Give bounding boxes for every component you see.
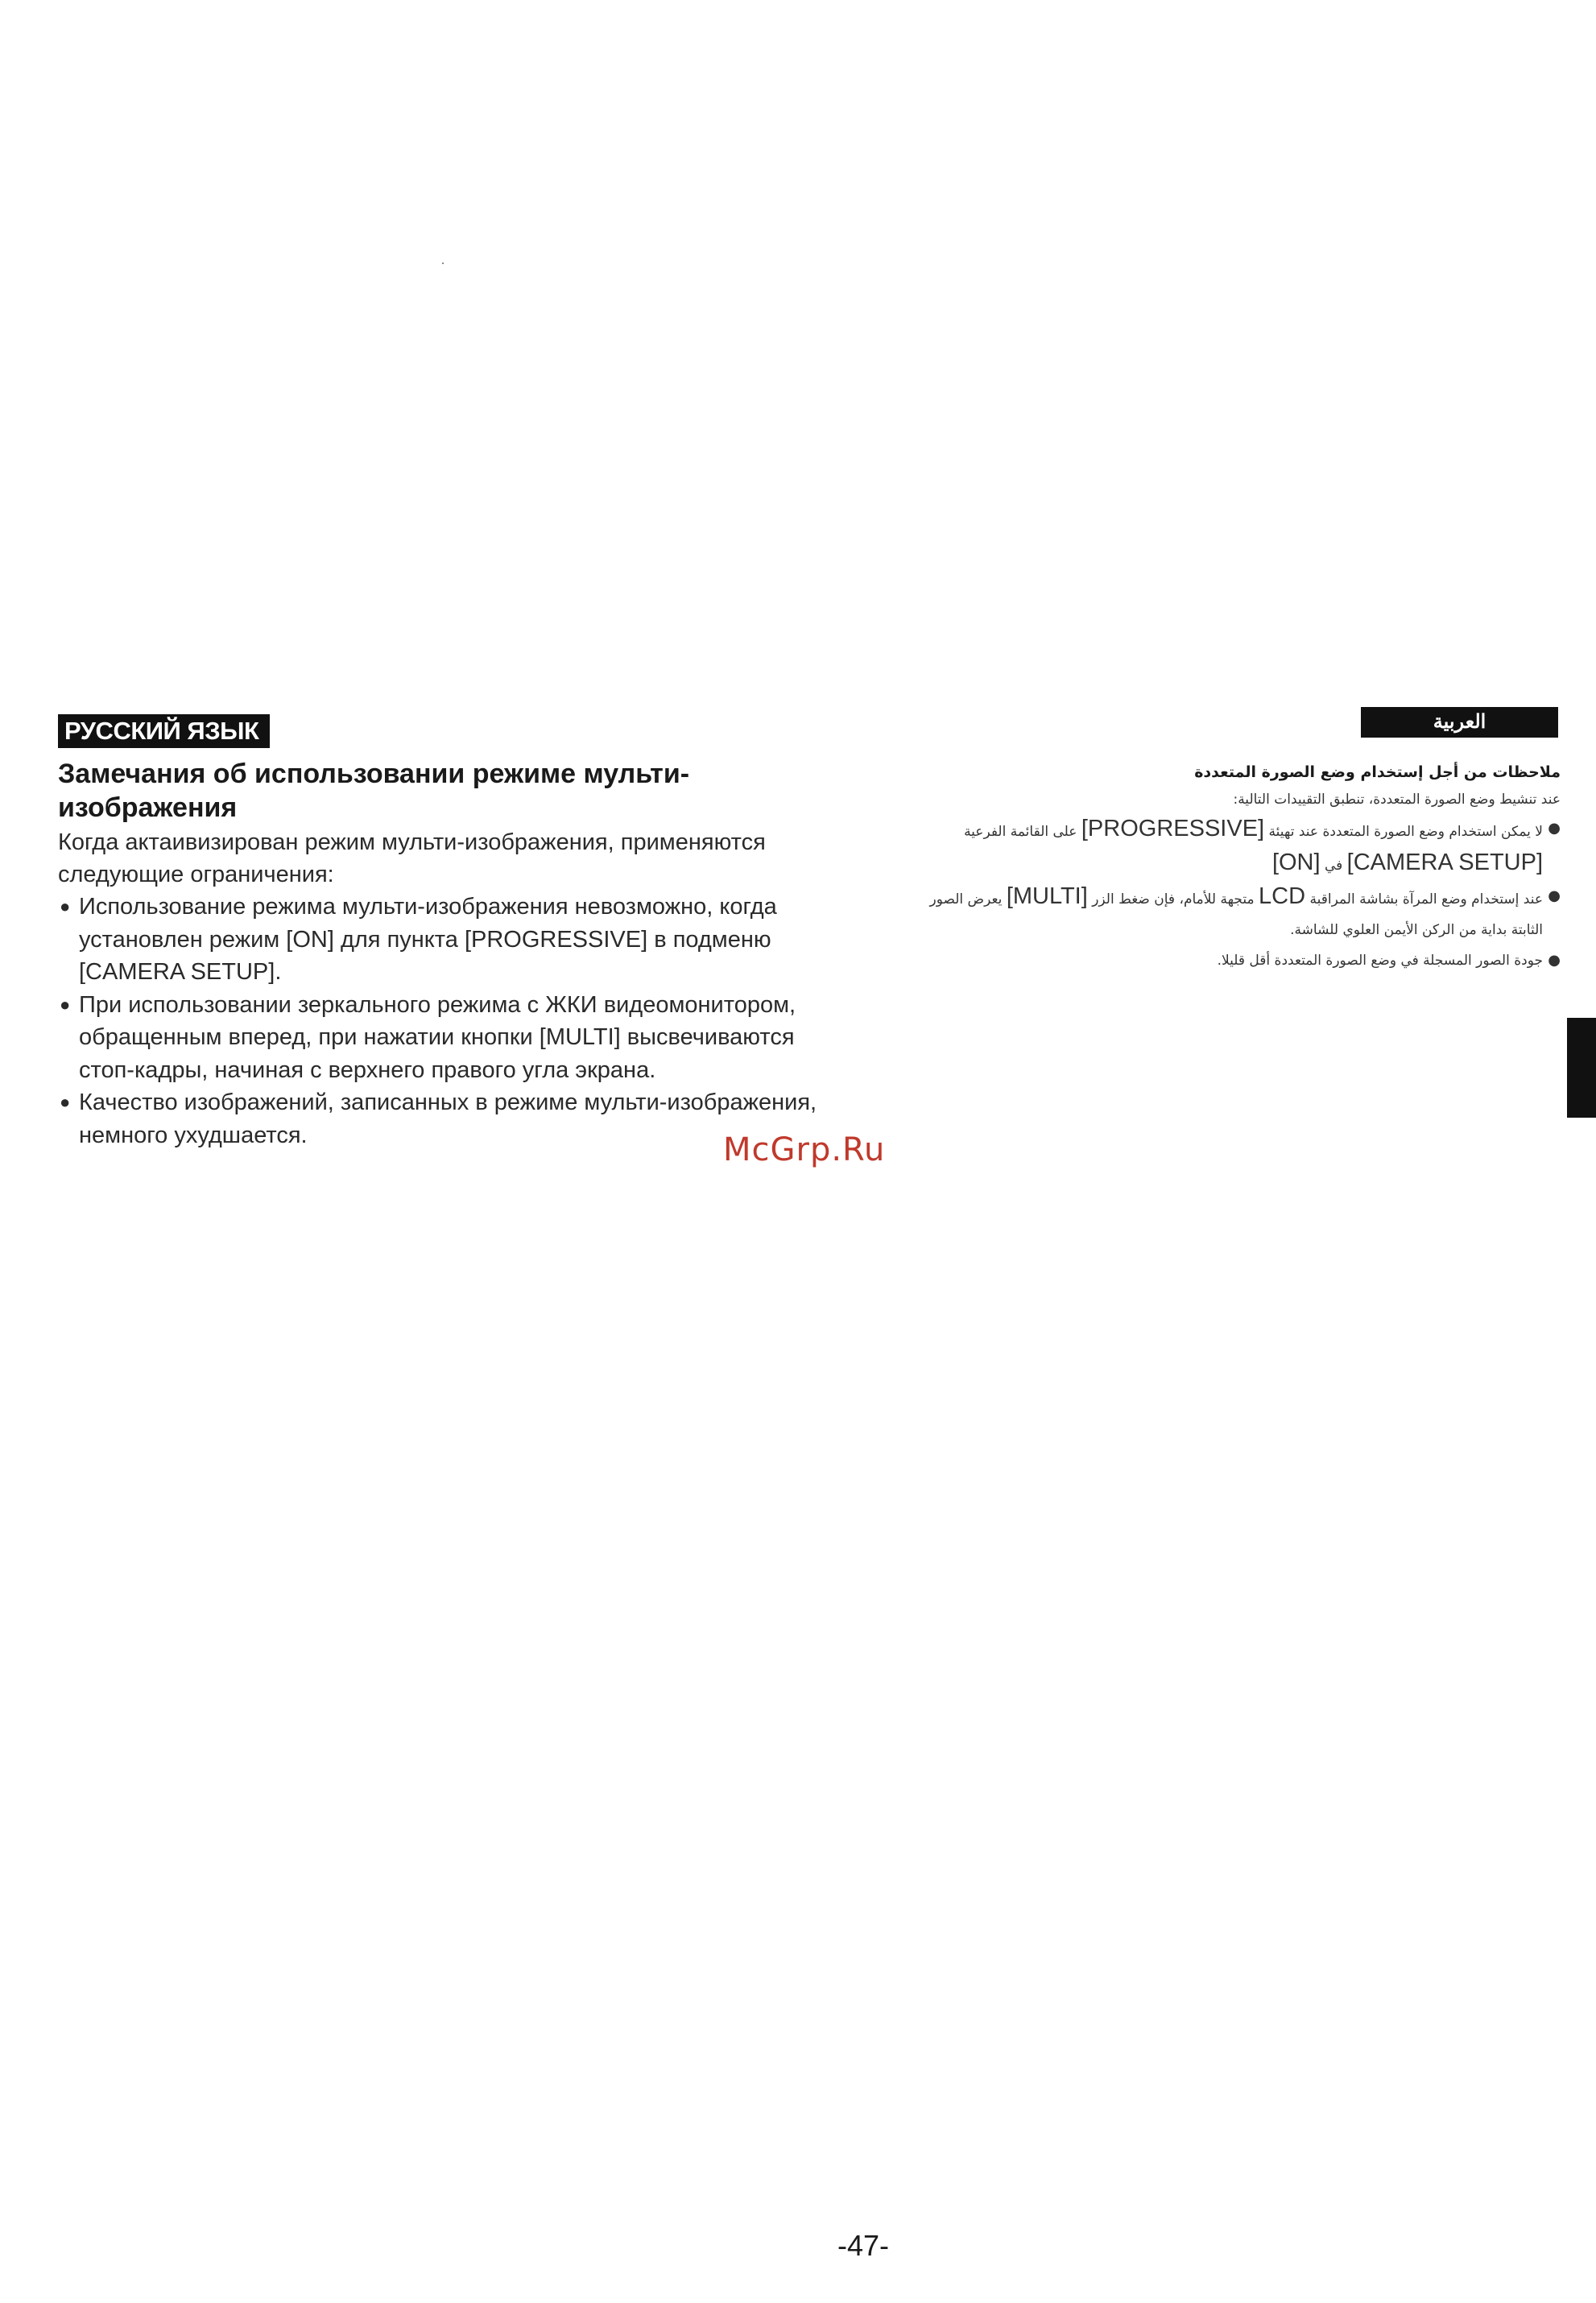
arabic-bullet-list	[910, 813, 1561, 976]
watermark: McGrp.Ru	[723, 1131, 886, 1168]
russian-section	[58, 757, 831, 1152]
arabic-section-title: ملاحظات من أجل إستخدام وضع الصورة المتعددة	[1194, 763, 1561, 781]
bullet-icon: ●	[1548, 887, 1561, 904]
arabic-bullet-item: ● جودة الصور المسجلة في وضع الصورة المتعددة أقل قليلا.	[910, 945, 1561, 976]
bullet-icon: ●	[1548, 952, 1561, 969]
russian-bullet-list	[58, 891, 831, 1152]
bullet-icon: ●	[1548, 820, 1561, 837]
side-tab-marker	[1567, 1018, 1596, 1118]
bullet-icon: ●	[60, 1092, 71, 1112]
arabic-intro: عند تنشيط وضع الصورة المتعددة، تنطبق التقييدات التالية:	[1233, 792, 1561, 808]
arabic-bullet-item: ● لا يمكن استخدام وضع الصورة المتعددة عند تهيئة [PROGRESSIVE] على القائمة الفرعية [CAMERA SETUP] في [ON]	[910, 813, 1561, 881]
russian-bullet-item: ● Качество изображений, записанных в режиме мульти-изображения, немного ухудшается.	[58, 1086, 831, 1152]
bullet-icon: ●	[60, 994, 71, 1015]
russian-intro: Когда актаивизирован режим мульти-изображения, применяются следующие ограничения:	[58, 829, 766, 887]
scan-speck	[442, 263, 444, 264]
russian-bullet-item: ● Использование режима мульти-изображения невозможно, когда установлен режим [ON] для пункта [PROGRESSIVE] в подменю [CAMERA SETUP].	[58, 891, 831, 989]
page-number: -47-	[837, 2229, 890, 2262]
arabic-section	[910, 759, 1561, 976]
russian-section-title: Замечания об использовании режиме мульти-изображения	[58, 759, 690, 823]
language-badge-arabic: العربية	[1361, 707, 1558, 738]
language-badge-russian: РУССКИЙ ЯЗЫК	[58, 714, 270, 748]
bullet-icon: ●	[60, 896, 71, 916]
russian-bullet-item: ● При использовании зеркального режима с ЖКИ видеомонитором, обращенным вперед, при нажатии кнопки [MULTI] высвечиваются стоп-кадры, начиная с верхнего правого угла экрана.	[58, 989, 831, 1087]
arabic-bullet-item: ● عند إستخدام وضع المرآة بشاشة المراقبة LCD متجهة للأمام، فإن ضغط الزر [MULTI] يعرض الصور الثابتة بداية من الركن الأيمن العلوي للشاشة.	[910, 881, 1561, 945]
